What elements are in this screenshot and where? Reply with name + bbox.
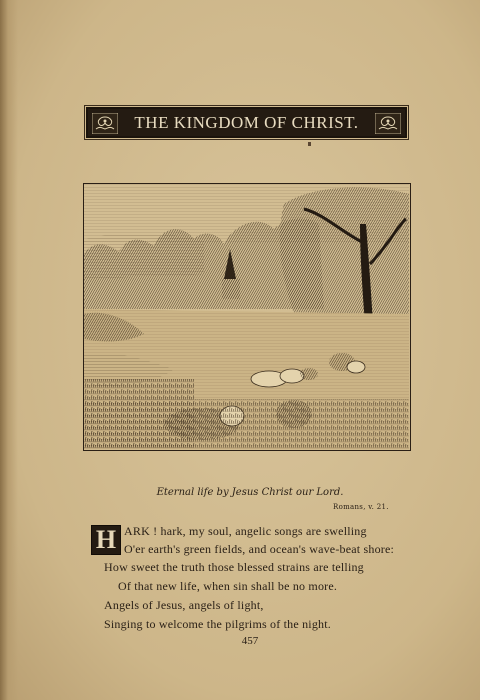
page-title: THE KINGDOM OF CHRIST. (134, 112, 359, 132)
drop-cap (91, 525, 121, 555)
print-mark (308, 142, 311, 146)
drop-cap-letter: H (95, 525, 117, 554)
landscape-illustration (83, 183, 411, 451)
hymn-line: Singing to welcome the pilgrims of the night. (104, 617, 331, 631)
hymn-line: Of that new life, when sin shall be no more. (118, 579, 338, 593)
pastoral-landscape-icon (84, 184, 409, 449)
title-banner (86, 107, 407, 138)
scripture-reference: Romans, v. 21. (333, 503, 389, 511)
page-gutter-shadow (0, 0, 18, 700)
page-number: 457 (241, 635, 259, 647)
hymn-line: How sweet the truth those blessed strains are telling (104, 560, 364, 574)
hymn-line: O'er earth's green fields, and ocean's wave-beat shore: (124, 542, 395, 556)
hymn-line: Angels of Jesus, angels of light, (104, 598, 264, 612)
floral-ornament-icon (92, 113, 118, 134)
illustration-caption: Eternal life by Jesus Christ our Lord. (156, 487, 344, 498)
floral-ornament-icon (375, 113, 401, 134)
hymn-line: ARK ! hark, my soul, angelic songs are swelling (124, 524, 367, 538)
